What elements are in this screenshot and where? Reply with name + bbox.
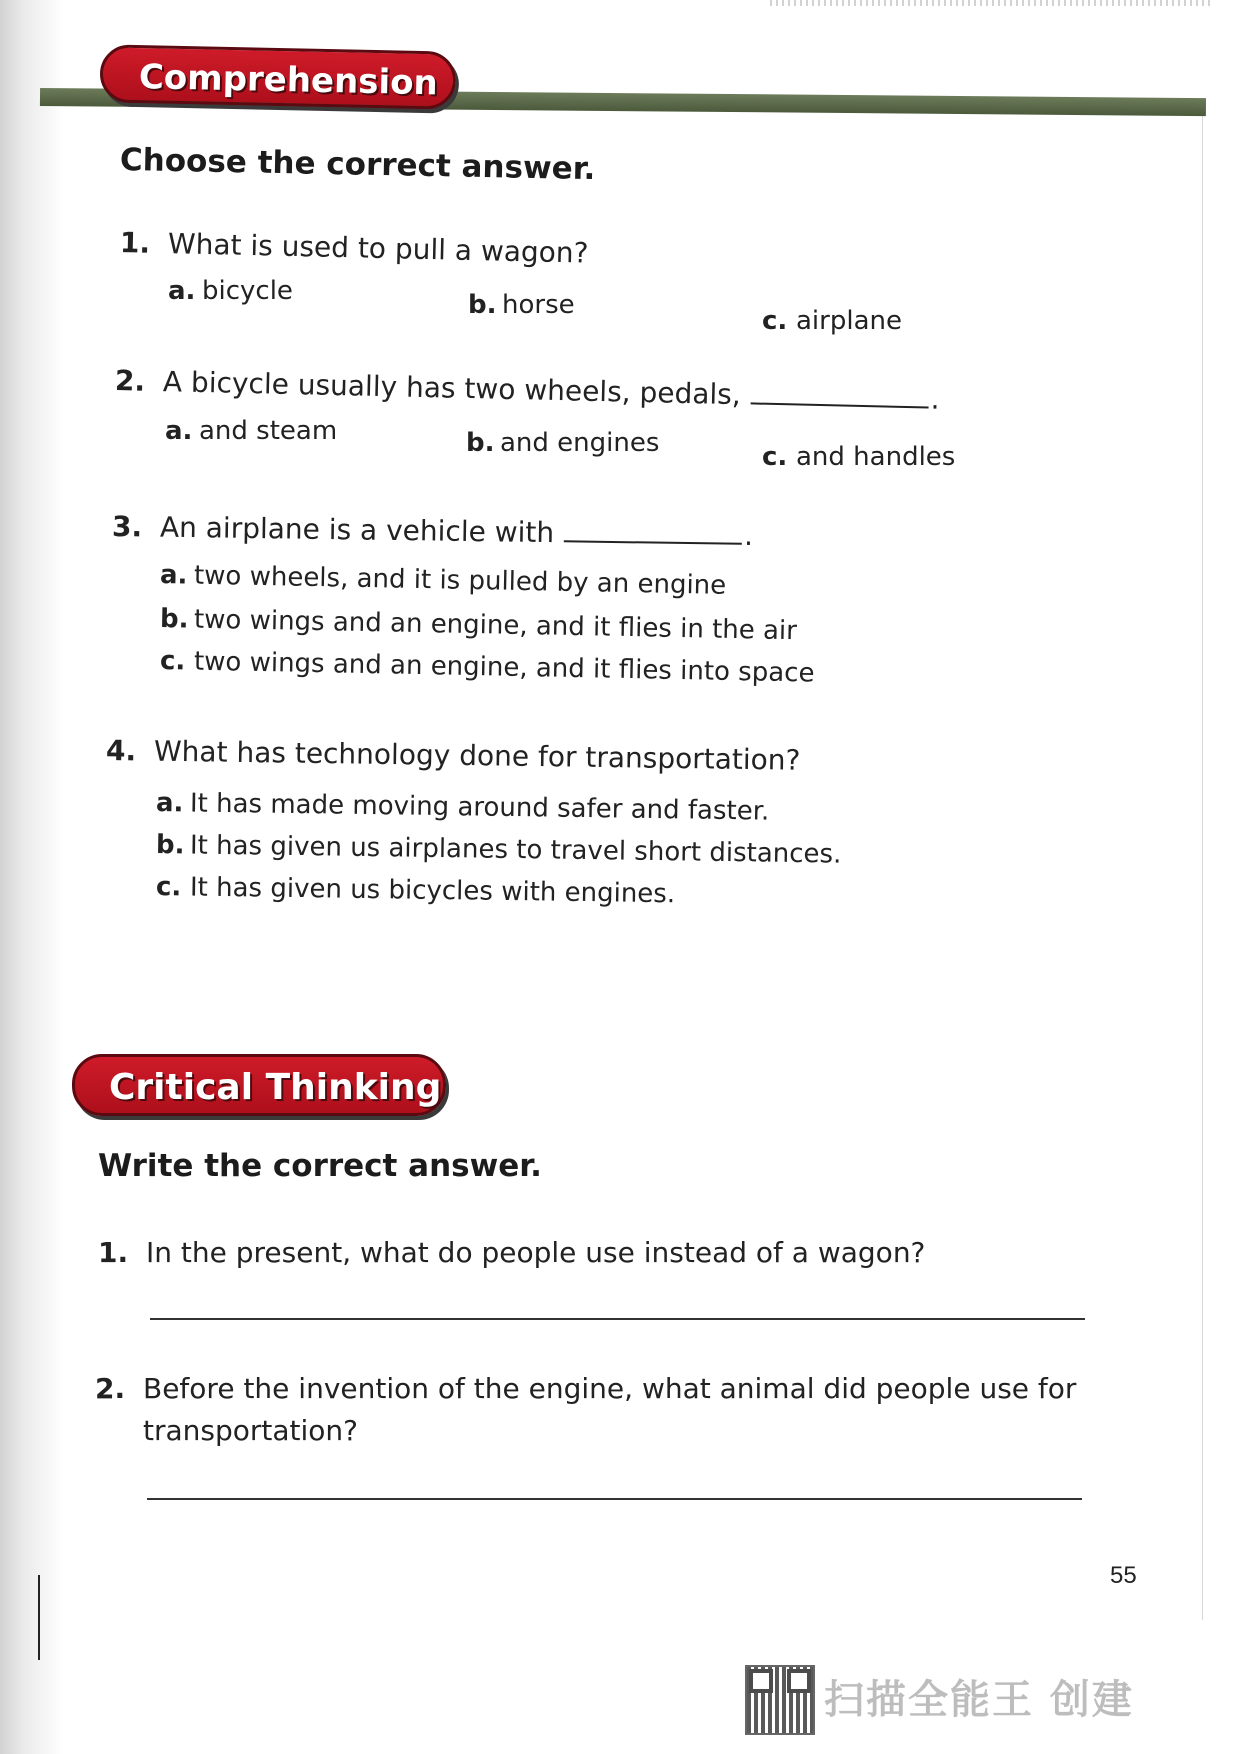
- question-1: [120, 226, 589, 270]
- option-1a[interactable]: [168, 276, 293, 306]
- option-3b[interactable]: [160, 604, 797, 646]
- option-text: and steam: [199, 416, 338, 446]
- question-text: What has technology done for transportation?: [153, 734, 801, 777]
- option-letter: a.: [159, 560, 188, 591]
- option-3a[interactable]: [160, 560, 727, 601]
- question-number: 4.: [105, 734, 137, 768]
- option-text: It has given us bicycles with engines.: [189, 872, 676, 910]
- option-text: bicycle: [202, 276, 293, 306]
- option-letter: b.: [466, 428, 495, 458]
- ct-question-2: [95, 1372, 1076, 1405]
- question-text: In the present, what do people use instead of a wagon?: [146, 1236, 926, 1269]
- question-text: What is used to pull a wagon?: [167, 227, 589, 270]
- critical-thinking-instruction: Write the correct answer.: [98, 1148, 542, 1184]
- question-text: A bicycle usually has two wheels, pedals,: [162, 365, 742, 412]
- option-letter: c.: [762, 306, 788, 336]
- page-right-edge: [1202, 100, 1203, 1620]
- fill-in-blank: [564, 514, 742, 544]
- page-binding-shadow: [0, 0, 64, 1754]
- option-letter: a.: [165, 416, 193, 446]
- question-number: 2.: [95, 1372, 126, 1405]
- question-number: 1.: [119, 226, 151, 260]
- ct-question-1: [98, 1236, 925, 1269]
- option-text: airplane: [796, 306, 902, 336]
- comprehension-banner: Comprehension: [99, 44, 456, 109]
- option-4b[interactable]: [156, 830, 842, 870]
- option-text: and handles: [796, 442, 956, 472]
- option-4c[interactable]: [156, 872, 676, 909]
- question-number: 2.: [114, 364, 146, 398]
- option-text: It has given us airplanes to travel short distances.: [189, 830, 842, 870]
- fill-in-blank: [751, 376, 930, 408]
- question-text: An airplane is a vehicle with: [159, 510, 555, 550]
- option-1c[interactable]: [762, 306, 902, 336]
- option-4a[interactable]: [156, 788, 770, 827]
- option-text: two wheels, and it is pulled by an engine: [193, 560, 727, 601]
- qr-code-icon: [745, 1665, 815, 1735]
- page-number: 55: [1110, 1562, 1137, 1589]
- question-number: 3.: [111, 510, 143, 544]
- option-letter: b.: [468, 290, 497, 320]
- question-text: Before the invention of the engine, what animal did people use for: [143, 1372, 1077, 1405]
- option-1b[interactable]: [468, 290, 575, 320]
- option-letter: a.: [155, 788, 184, 819]
- option-2c[interactable]: [762, 442, 955, 472]
- option-letter: c.: [155, 872, 182, 903]
- scan-speckle: [770, 0, 1210, 6]
- option-letter: a.: [168, 276, 196, 306]
- ct-question-2-continuation: transportation?: [143, 1414, 359, 1447]
- option-2a[interactable]: [165, 416, 337, 446]
- question-number: 1.: [98, 1236, 129, 1269]
- comprehension-instruction: Choose the correct answer.: [119, 142, 596, 188]
- scanner-watermark: 扫描全能王 创建: [824, 1677, 1134, 1723]
- option-letter: c.: [159, 646, 186, 677]
- binding-edge-line: [38, 1575, 40, 1660]
- option-text: horse: [502, 290, 575, 320]
- option-3c[interactable]: [160, 646, 815, 689]
- option-text: and engines: [500, 428, 660, 458]
- answer-line-2[interactable]: [147, 1498, 1082, 1500]
- question-2: 2. A bicycle usually has two wheels, pedals, .: [114, 364, 940, 416]
- option-letter: c.: [762, 442, 788, 472]
- answer-line-1[interactable]: [150, 1318, 1085, 1320]
- option-text: two wings and an engine, and it flies into space: [193, 646, 815, 689]
- option-text: two wings and an engine, and it flies in the air: [193, 604, 798, 647]
- option-letter: b.: [159, 604, 189, 635]
- question-3: 3. An airplane is a vehicle with .: [111, 510, 754, 552]
- option-letter: b.: [155, 830, 185, 861]
- option-2b[interactable]: [466, 428, 659, 458]
- critical-thinking-banner: Critical Thinking: [72, 1054, 446, 1116]
- question-4: [106, 734, 801, 777]
- option-text: It has made moving around safer and faster.: [189, 788, 770, 827]
